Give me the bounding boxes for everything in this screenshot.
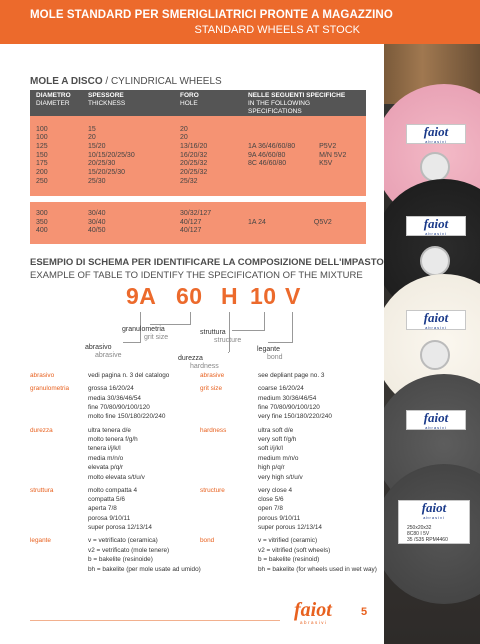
spec-row — [30, 435, 138, 444]
spec-key: legante — [30, 537, 51, 545]
wheel-logo: faiot — [423, 310, 449, 325]
hole-value: 40/127 — [180, 227, 202, 235]
hole-value: 20/25/32 — [180, 160, 208, 168]
spec-row — [30, 523, 152, 532]
code-grit: 60 — [176, 283, 203, 309]
wheel-logo: faiot — [423, 216, 449, 231]
wheels-table — [30, 90, 366, 244]
spec-row — [200, 486, 292, 495]
spec-value: molto elevata s/t/u/v — [88, 473, 145, 481]
wheel-label-2 — [406, 216, 466, 236]
table-header-row — [30, 90, 366, 116]
spec-row — [200, 403, 320, 412]
spec-row — [200, 435, 296, 444]
spec-row — [30, 384, 134, 393]
section2-title-it: ESEMPIO DI SCHEMA PER IDENTIFICARE LA COMPOSIZIONE DELL'IMPASTO — [30, 257, 384, 268]
spec-value: fine 70/80/90/100/120 — [88, 403, 150, 411]
spec-key: abrasive — [200, 372, 225, 379]
spec-row — [200, 463, 285, 472]
section2-title-en: EXAMPLE OF TABLE TO IDENTIFY THE SPECIFICATION OF THE MIXTURE — [30, 270, 363, 281]
diameter-value: 175 — [36, 160, 48, 168]
spec-row — [30, 486, 137, 495]
spec-row — [200, 473, 303, 482]
spec-value: elevata p/q/r — [88, 464, 124, 472]
cell-thickness-2 — [82, 202, 174, 244]
spec-value: see depliant page no. 3 — [258, 372, 325, 379]
header-title-it: MOLE STANDARD PER SMERIGLIATRICI PRONTE A MAGAZZINO — [30, 9, 393, 21]
spec-value: ultra tenera d/e — [88, 426, 131, 434]
spec-value: compatta 5/6 — [88, 496, 125, 504]
col-header-hole: FORO HOLE — [174, 90, 242, 116]
hole-value: 13/16/20 — [180, 142, 208, 150]
section2-title — [30, 256, 384, 282]
wheel-hub-2 — [420, 246, 450, 276]
cell-specs-2 — [242, 202, 366, 244]
thickness-value: 30/40 — [88, 209, 106, 217]
diameter-value: 100 — [36, 125, 48, 133]
spec-row — [200, 426, 293, 435]
thickness-value: 40/50 — [88, 227, 106, 235]
wheel-label-1 — [406, 124, 466, 144]
diameter-value: 125 — [36, 142, 48, 150]
section1-title-en: CYLINDRICAL WHEELS — [110, 76, 222, 87]
spec-value: super porosa 12/13/14 — [88, 524, 152, 532]
spec-row — [30, 444, 121, 453]
code-hardness: H — [221, 283, 239, 309]
spec-grade-value: K5V — [319, 160, 333, 168]
wheel-hub-3 — [420, 340, 450, 370]
spec-value: porosa 9/10/11 — [88, 514, 131, 522]
spec-row — [200, 444, 283, 453]
spec-row — [30, 504, 117, 513]
hole-value: 25/32 — [180, 177, 198, 185]
spec-value: 9A 46/60/80 — [248, 151, 286, 159]
cell-diameters-2 — [30, 202, 82, 244]
wheel-spec-line-2: 8C80 I 5V — [407, 531, 430, 537]
spec-row — [30, 371, 169, 380]
spec-row — [200, 495, 284, 504]
spec-value: ultra soft d/e — [258, 426, 294, 434]
thickness-value: 10/15/20/25/30 — [88, 151, 135, 159]
cell-hole-2 — [174, 202, 242, 244]
page-number: 5 — [361, 606, 368, 618]
spec-value: aperta 7/8 — [88, 505, 117, 513]
spec-value: vedi pagina n. 3 del catalogo — [88, 372, 170, 379]
cell-specs-1 — [242, 116, 366, 196]
section1-title-it: MOLE A DISCO — [30, 76, 103, 87]
spec-row — [200, 555, 319, 564]
caption-abrasive: abrasivo abrasive — [85, 344, 122, 359]
spec-value: close 5/6 — [258, 496, 284, 504]
section1-title — [30, 76, 222, 87]
spec-row — [30, 394, 141, 403]
spec-value: v2 = vitrified (soft wheels) — [258, 546, 331, 554]
hole-value: 16/20/32 — [180, 151, 208, 159]
spec-key: abrasivo — [30, 372, 55, 379]
spec-row — [200, 371, 324, 380]
cell-hole-1 — [174, 116, 242, 196]
wheel-logo: faiot — [421, 500, 447, 515]
spec-row — [30, 412, 165, 421]
hole-value: 40/127 — [180, 218, 202, 226]
wheel-logo-sub: abrasivi — [425, 231, 447, 236]
spec-value: medium m/n/o — [258, 454, 299, 462]
spec-value: v2 = vetrificato (mole tenere) — [88, 546, 170, 554]
spec-key: bond — [200, 537, 215, 545]
spec-value: very high s/t/u/v — [258, 473, 303, 481]
spec-value: 1A 24 — [248, 218, 266, 226]
page-header — [0, 0, 480, 44]
connector-line — [268, 342, 293, 343]
thickness-value: 25/30 — [88, 177, 106, 185]
code-abrasive: 9A — [126, 283, 157, 309]
spec-value: porous 9/10/11 — [258, 514, 301, 522]
spec-row — [30, 555, 153, 564]
spec-value: 1A 36/46/60/80 — [248, 142, 296, 150]
wheel-label-5 — [398, 500, 470, 544]
connector-line — [228, 352, 229, 353]
spec-row — [30, 463, 123, 472]
wheel-logo: faiot — [423, 124, 449, 139]
connector-line — [264, 312, 265, 330]
spec-row — [30, 546, 169, 555]
cell-thickness-1 — [82, 116, 174, 196]
table-row-group2 — [30, 202, 366, 244]
spec-value: grossa 16/20/24 — [88, 385, 134, 393]
spec-value: molto fine 150/180/220/240 — [88, 413, 166, 421]
diameter-value: 200 — [36, 169, 48, 177]
caption-grit: granulometria grit size — [122, 326, 169, 341]
connector-line — [190, 312, 191, 324]
spec-value: fine 70/80/90/100/120 — [258, 403, 320, 411]
grinding-wheels-photo — [384, 44, 480, 644]
spec-value: open 7/8 — [258, 505, 283, 513]
wheel-logo-sub: abrasivi — [423, 515, 445, 520]
hole-value: 20 — [180, 134, 188, 142]
diameter-value: 250 — [36, 177, 48, 185]
spec-value: v = vetrificato (ceramica) — [88, 537, 158, 545]
thickness-value: 20 — [88, 134, 96, 142]
diameter-value: 150 — [36, 151, 48, 159]
caption-bond: legante bond — [257, 346, 283, 361]
diameter-value: 400 — [36, 227, 48, 235]
diameter-value: 100 — [36, 134, 48, 142]
connector-line — [123, 342, 141, 343]
spec-value: 8C 46/60/80 — [248, 160, 287, 168]
wheel-logo: faiot — [423, 410, 449, 425]
spec-row — [30, 495, 125, 504]
thickness-value: 20/25/30 — [88, 160, 116, 168]
spec-row — [200, 514, 300, 523]
spec-value: media 30/36/46/54 — [88, 394, 141, 402]
thickness-value: 15 — [88, 125, 96, 133]
spec-row — [30, 514, 130, 523]
spec-row — [200, 523, 322, 532]
col-header-diameter: DIAMETRO DIAMETER — [30, 90, 82, 116]
spec-grade-value: M/N 5V2 — [319, 151, 347, 159]
spec-grade-value: P5V2 — [319, 142, 337, 150]
spec-value: very fine 150/180/220/240 — [258, 413, 332, 421]
hole-value: 20 — [180, 125, 188, 133]
thickness-value: 15/20 — [88, 142, 106, 150]
spec-row — [200, 454, 299, 463]
spec-row — [30, 403, 150, 412]
spec-row — [30, 565, 201, 574]
code-structure: 10 — [250, 283, 277, 309]
code-bond: V — [285, 283, 301, 309]
spec-value: coarse 16/20/24 — [258, 385, 304, 393]
spec-value: b = bakelite (resinoid) — [258, 556, 320, 564]
spec-key: durezza — [30, 426, 53, 434]
spec-value: tenera i/j/k/l — [88, 445, 121, 453]
spec-key: grit size — [200, 385, 223, 393]
spec-value: medium 30/36/46/54 — [258, 394, 317, 402]
spec-value: very soft f/g/h — [258, 435, 297, 443]
spec-value: v = vitrified (ceramic) — [258, 537, 318, 545]
thickness-value: 30/40 — [88, 218, 106, 226]
cell-diameters-1 — [30, 116, 82, 196]
wheel-hub-1 — [420, 152, 450, 182]
caption-structure: struttura structure — [200, 329, 242, 344]
connector-line — [292, 312, 293, 342]
wheel-spec-line-3: 35 /S35 RPM4460 — [407, 537, 448, 543]
spec-value: molto tenera f/g/h — [88, 435, 138, 443]
footer-logo-sub: abrasivi — [300, 620, 328, 625]
spec-key: hardness — [200, 426, 227, 434]
footer-logo: faiot — [294, 599, 332, 621]
wheel-label-4 — [406, 410, 466, 430]
spec-grade-value: Q5V2 — [313, 218, 332, 226]
wheel-logo-sub: abrasivi — [425, 325, 447, 330]
spec-row — [200, 536, 317, 545]
wheel-logo-sub: abrasivi — [425, 139, 447, 144]
spec-row — [200, 565, 377, 574]
spec-row — [30, 536, 158, 545]
spec-row — [30, 426, 131, 435]
spec-row — [200, 394, 316, 403]
diameter-value: 350 — [36, 218, 48, 226]
spec-key: structure — [200, 486, 225, 494]
spec-key: struttura — [30, 486, 54, 494]
col-header-thickness: SPESSORE THICKNESS — [82, 90, 174, 116]
spec-value: molto compatta 4 — [88, 486, 138, 494]
spec-row — [200, 546, 330, 555]
hole-value: 20/25/32 — [180, 169, 208, 177]
spec-row — [30, 454, 123, 463]
spec-value: super porous 12/13/14 — [258, 524, 322, 532]
table-row-group1 — [30, 116, 366, 196]
spec-value: soft i/j/k/l — [258, 445, 283, 453]
spec-row — [200, 412, 332, 421]
spec-key: granulometria — [30, 385, 70, 393]
spec-value: bh = bakelite (for wheels used in wet way) — [258, 565, 377, 573]
spec-value: bh = bakelite (per mole usate ad umido) — [88, 565, 201, 573]
spec-value: b = bakelite (resinoide) — [88, 556, 153, 564]
wheel-logo-sub: abrasivi — [425, 425, 447, 430]
spec-value: high p/q/r — [258, 464, 285, 472]
wheel-spec-line-1: 250x20x32 — [407, 525, 432, 531]
connector-line — [150, 324, 191, 325]
spec-row — [200, 384, 304, 393]
spec-value: media m/n/o — [88, 454, 124, 462]
spec-row — [200, 504, 283, 513]
caption-hardness: durezza hardness — [178, 355, 219, 370]
col-header-specs: NELLE SEGUENTI SPECIFICHE IN THE FOLLOWING SPECIFICATIONS — [242, 90, 366, 116]
hole-value: 30/32/127 — [180, 209, 212, 217]
spec-row — [30, 473, 145, 482]
wheel-label-3 — [406, 310, 466, 330]
header-title-en: STANDARD WHEELS AT STOCK — [194, 24, 360, 36]
section1-sep: / — [102, 76, 111, 87]
spec-value: very close 4 — [258, 486, 293, 494]
thickness-value: 15/20/25/30 — [88, 169, 125, 177]
footer-divider — [30, 620, 280, 621]
diameter-value: 300 — [36, 209, 48, 217]
